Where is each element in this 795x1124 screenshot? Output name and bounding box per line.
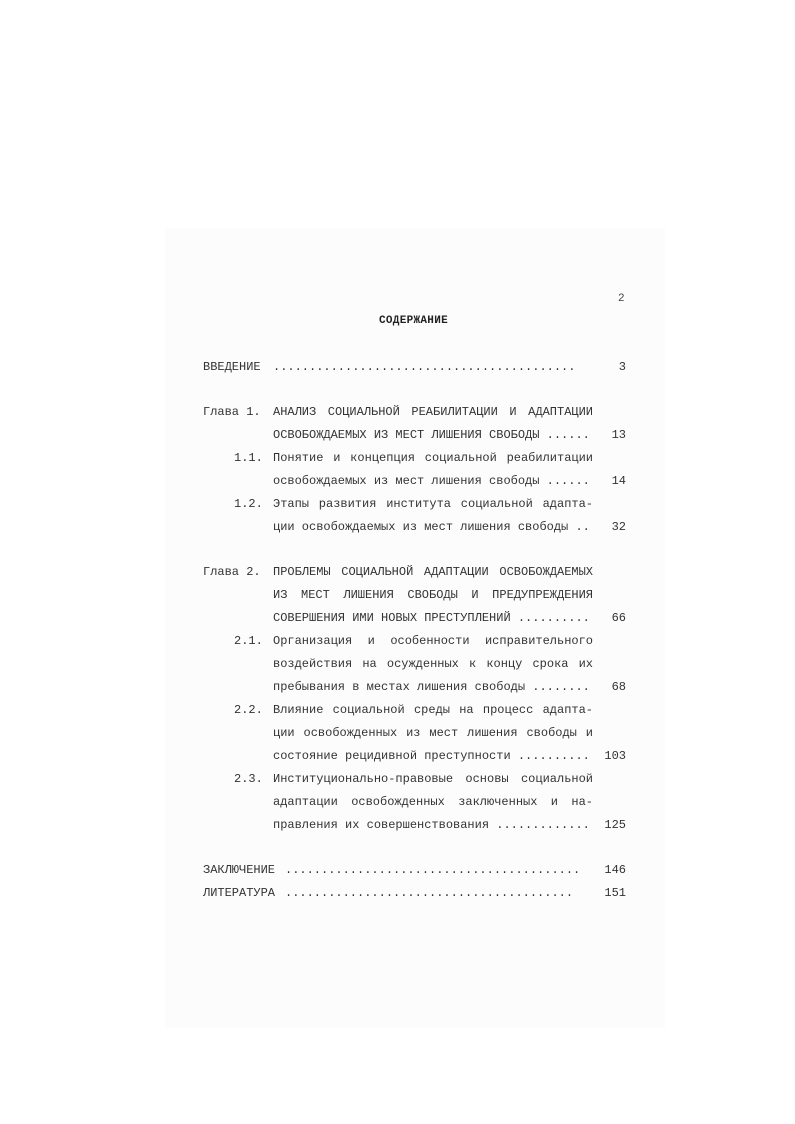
toc-page-section-1-2: 32: [611, 520, 626, 534]
toc-section-1-2-label: 1.2.: [234, 497, 263, 511]
toc-page-chapter-2: 66: [611, 611, 626, 625]
toc-page-section-2-2: 103: [604, 749, 626, 763]
toc-section-2-2-line1: Влияние социальной среды на процесс адапта-: [273, 703, 593, 717]
toc-chapter-1-label: Глава 1.: [203, 405, 261, 419]
toc-section-1-2-line2: ции освобождаемых из мест лишения свободы ..: [273, 520, 590, 534]
toc-section-2-2-line2: ции освобожденных из мест лишения свободы и: [273, 726, 593, 740]
toc-entry-text: ЗАКЛЮЧЕНИЕ: [203, 863, 276, 877]
toc-section-2-1-line1: Организация и особенности исправительного: [273, 634, 593, 648]
toc-section-1-2-line1: Этапы развития института социальной адапта-: [273, 497, 593, 511]
toc-page-chapter-1: 13: [611, 428, 626, 442]
toc-leader-dots: ........................................: [285, 886, 574, 900]
toc-section-2-1-line2: воздействия на осужденных к концу срока их: [273, 657, 593, 671]
toc-section-2-1-label: 2.1.: [234, 634, 263, 648]
page-number: 2: [618, 293, 625, 305]
toc-section-1-1-line2: освобождаемых из мест лишения свободы ......: [273, 474, 590, 488]
toc-entry-literature: [203, 886, 574, 900]
toc-entry-intro: [203, 360, 576, 374]
toc-page-conclusion: 146: [604, 863, 626, 877]
toc-section-2-3-line1: Институционально-правовые основы социальной: [273, 772, 593, 786]
toc-page-intro: 3: [618, 360, 626, 374]
toc-entry-text: ЛИТЕРАТУРА: [203, 886, 276, 900]
toc-chapter-2-line1: ПРОБЛЕМЫ СОЦИАЛЬНОЙ АДАПТАЦИИ ОСВОБОЖДАЕМЫХ: [273, 565, 593, 579]
toc-section-2-2-label: 2.2.: [234, 703, 263, 717]
toc-page-section-1-1: 14: [611, 474, 626, 488]
page-title: СОДЕРЖАНИЕ: [378, 315, 448, 327]
toc-leader-dots: .........................................: [285, 863, 581, 877]
toc-page-literature: 151: [604, 886, 626, 900]
toc-page-section-2-1: 68: [611, 680, 626, 694]
toc-chapter-1-line2: ОСВОБОЖДАЕМЫХ ИЗ МЕСТ ЛИШЕНИЯ СВОБОДЫ ......: [273, 428, 590, 442]
toc-chapter-2-label: Глава 2.: [203, 565, 261, 579]
toc-section-2-3-label: 2.3.: [234, 772, 263, 786]
toc-leader-dots: ..........................................: [273, 360, 576, 374]
toc-entry-text: ВВЕДЕНИЕ: [203, 360, 261, 374]
scanned-page: [165, 228, 665, 1028]
toc-section-1-1-label: 1.1.: [234, 451, 263, 465]
toc-chapter-1-line1: АНАЛИЗ СОЦИАЛЬНОЙ РЕАБИЛИТАЦИИ И АДАПТАЦИИ: [273, 405, 593, 419]
toc-entry-conclusion: [203, 863, 581, 877]
toc-section-2-3-line3: правления их совершенствования .............: [273, 818, 590, 832]
toc-chapter-2-line2: ИЗ МЕСТ ЛИШЕНИЯ СВОБОДЫ И ПРЕДУПРЕЖДЕНИЯ: [273, 588, 593, 602]
toc-section-2-1-line3: пребывания в местах лишения свободы ........: [273, 680, 590, 694]
toc-page-section-2-3: 125: [604, 818, 626, 832]
toc-section-2-2-line3: состояние рецидивной преступности ..........: [273, 749, 590, 763]
toc-section-2-3-line2: адаптации освобожденных заключенных и на-: [273, 795, 593, 809]
toc-chapter-2-line3: СОВЕРШЕНИЯ ИМИ НОВЫХ ПРЕСТУПЛЕНИЙ ..........: [273, 611, 590, 625]
toc-section-1-1-line1: Понятие и концепция социальной реабилитации: [273, 451, 593, 465]
